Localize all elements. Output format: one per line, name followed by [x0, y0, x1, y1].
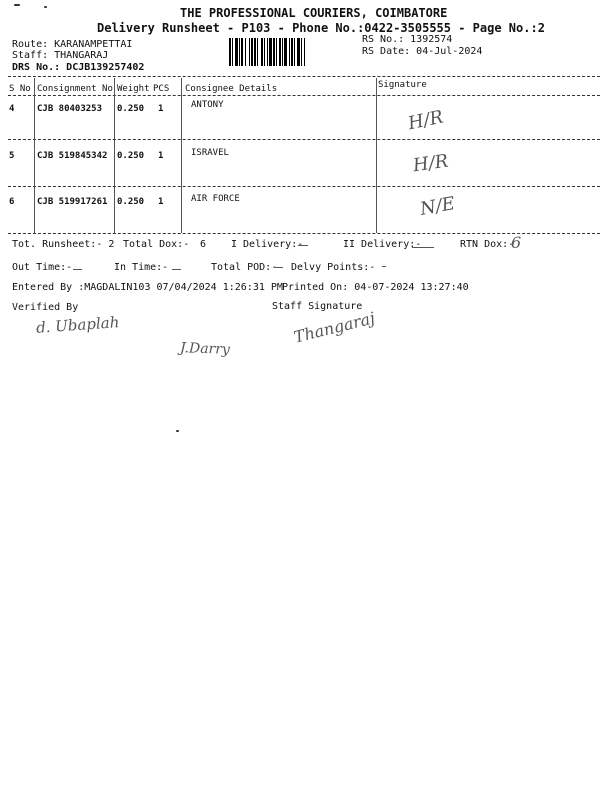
delvy-points-label: Delvy Points:- [291, 262, 376, 273]
runsheet-title: Delivery Runsheet - P103 - Phone No.:0422-3505555 - Page No.:2 [97, 21, 545, 35]
ii-delivery-blank [412, 247, 434, 248]
tot-runsheet: Tot. Runsheet:- 2 [12, 239, 115, 250]
row-consignee: AIR FORCE [191, 194, 240, 204]
staff: Staff: THANGARAJ [12, 50, 109, 61]
staff-signature-label: Staff Signature [272, 301, 363, 312]
table-header-rule [8, 95, 600, 96]
row-sno: 4 [9, 104, 15, 114]
out-time-blank [73, 269, 82, 270]
total-dox-label: Total Dox:- [123, 239, 190, 250]
col-divider [376, 78, 377, 233]
ii-delivery-label: II Delivery:- [343, 239, 422, 250]
entered-by: Entered By :MAGDALIN103 07/04/2024 1:26:31 PM [12, 282, 283, 293]
row-sno: 5 [9, 151, 15, 161]
row-weight: 0.250 [117, 104, 145, 114]
middle-signature: J.Darry [179, 340, 231, 358]
row-consignment: CJB 519917261 [37, 197, 108, 207]
company-name: THE PROFESSIONAL COURIERS, COIMBATORE [180, 6, 448, 20]
i-delivery-blank [298, 245, 308, 246]
printed-on: Printed On: 04-07-2024 13:27:40 [282, 282, 469, 293]
col-header-pcs: PCS [153, 84, 170, 94]
col-header-sno: S No [9, 84, 31, 94]
barcode [229, 38, 357, 66]
row-consignment: CJB 519845342 [37, 151, 108, 161]
row-pcs: 1 [158, 151, 164, 161]
col-divider [34, 78, 35, 233]
col-divider [114, 78, 115, 233]
barcode-gap [305, 38, 307, 66]
row-consignee: ISRAVEL [191, 148, 229, 158]
scan-speck [176, 430, 179, 432]
row-weight: 0.250 [117, 197, 145, 207]
in-time-blank [172, 269, 181, 270]
out-time-label: Out Time:- [12, 262, 73, 273]
row-pcs: 1 [158, 197, 164, 207]
col-header-consignee: Consignee Details [185, 84, 278, 94]
staff-signature: Thangaraj [291, 308, 377, 347]
i-delivery-label: I Delivery:- [231, 239, 304, 250]
row-pcs: 1 [158, 104, 164, 114]
row-signature: H/R [411, 150, 450, 177]
rtn-dox-label: RTN Dox:- [460, 239, 515, 250]
row-weight: 0.250 [117, 151, 145, 161]
col-header-signature: Signature [378, 80, 427, 90]
col-header-weight: Weight [117, 84, 150, 94]
row-consignee: ANTONY [191, 100, 224, 110]
drs-number: DRS No.: DCJB139257402 [12, 62, 145, 73]
verified-signature: d. Ubaplah [35, 313, 120, 337]
row-sno: 6 [9, 197, 15, 207]
delvy-points-blank [382, 266, 386, 267]
rs-date: RS Date: 04-Jul-2024 [362, 46, 483, 57]
row-consignment: CJB 80403253 [37, 104, 103, 114]
row-signature: H/R [406, 106, 446, 135]
row-rule [8, 186, 600, 187]
row-rule [8, 139, 600, 140]
scan-speck [14, 4, 20, 6]
total-pod-blank [275, 267, 283, 268]
col-divider [181, 78, 182, 233]
total-dox-value: 6 [200, 239, 207, 250]
scan-speck [44, 6, 47, 8]
table-top-rule [8, 76, 600, 77]
in-time-label: In Time:- [114, 262, 169, 273]
verified-by-label: Verified By [12, 302, 79, 313]
total-pod-label: Total POD:- [211, 262, 278, 273]
rs-number: RS No.: 1392574 [362, 34, 453, 45]
row-signature: N/E [418, 193, 457, 220]
route: Route: KARANAMPETTAI [12, 39, 133, 50]
col-header-consignment: Consignment No [37, 84, 113, 94]
rtn-dox-value: 6 [511, 233, 522, 252]
